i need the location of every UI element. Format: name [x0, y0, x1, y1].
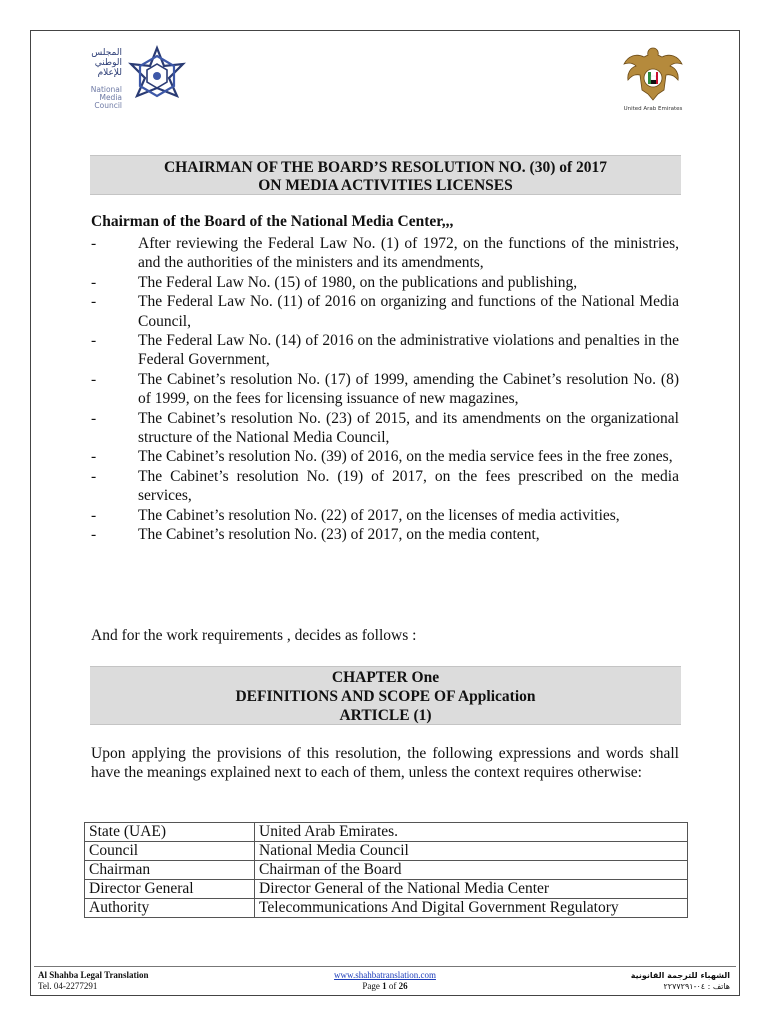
uae-emblem-logo: [622, 44, 684, 116]
table-row: [85, 842, 688, 861]
footer-divider: [34, 966, 736, 967]
list-item: - After reviewing the Federal Law No. (1) of 1972, on the functions of the ministries, and the authorities of the ministers and its amendments,: [91, 235, 679, 272]
logo-english-text: National Media Council: [90, 85, 122, 110]
table-row: [85, 823, 688, 842]
footer-website-link[interactable]: www.shahbatranslation.com: [334, 970, 436, 980]
list-item: - The Cabinet’s resolution No. (19) of 2017, on the fees prescribed on the media services,: [91, 467, 679, 505]
chapter-heading: [90, 666, 681, 725]
footer-phone: Tel. 04-2277291: [38, 981, 98, 991]
definition-term: State (UAE): [85, 823, 255, 842]
footer-firm-info: [38, 970, 148, 992]
footer-firm-name-arabic: الشهباء للترجمة القانونية: [630, 971, 730, 980]
definition-meaning: Telecommunications And Digital Government Regulatory: [255, 899, 688, 918]
list-item: - The Federal Law No. (15) of 1980, on the publications and publishing,: [91, 273, 578, 291]
list-item: - The Federal Law No. (14) of 2016 on the administrative violations and penalties in the Federal Government,: [91, 332, 679, 369]
list-item: - The Cabinet’s resolution No. (22) of 2017, on the licenses of media activities,: [91, 506, 620, 524]
article-intro-paragraph: Upon applying the provisions of this resolution, the following expressions and words shall have the meanings explained next to each of them, unless the context requires otherwise:: [91, 745, 679, 782]
definition-term: Council: [85, 842, 255, 861]
preamble-list: [91, 234, 679, 545]
footer-firm-name: Al Shahba Legal Translation: [38, 970, 149, 980]
logo-arabic-text: المجلس الوطني للإعلام: [91, 48, 122, 78]
list-item: - The Cabinet’s resolution No. (23) of 2015, and its amendments on the organizational structure of the National Media Council,: [91, 409, 679, 447]
table-row: [85, 861, 688, 880]
footer-arabic-info: [560, 970, 730, 992]
list-item: - The Cabinet’s resolution No. (17) of 1999, amending the Cabinet’s resolution No. (8) of 1999, on the fees for licensing issuance of new magazines,: [91, 370, 679, 408]
page-number: Page 1 of 26: [362, 981, 408, 991]
list-item: - The Cabinet’s resolution No. (23) of 2017, on the media content,: [91, 526, 540, 544]
list-item: - The Cabinet’s resolution No. (39) of 2016, on the media service fees in the free zones,: [91, 448, 673, 466]
footer-center: [285, 970, 485, 992]
definition-meaning: Chairman of the Board: [255, 861, 688, 880]
footer-phone-arabic: هاتف : ٠٤-٢٢٧٧٢٩١: [663, 982, 730, 991]
table-row: [85, 899, 688, 918]
national-media-council-logo: [78, 44, 188, 112]
definition-meaning: United Arab Emirates.: [255, 823, 688, 842]
chapter-title: CHAPTER One: [331, 669, 440, 686]
chapter-subtitle: DEFINITIONS AND SCOPE OF Application: [235, 688, 536, 705]
definitions-table: [84, 822, 688, 918]
uae-caption: United Arab Emirates: [623, 106, 683, 112]
definition-term: Director General: [85, 880, 255, 899]
definition-term: Chairman: [85, 861, 255, 880]
article-number: ARTICLE (1): [339, 707, 432, 724]
star-emblem-icon: [126, 44, 188, 108]
definition-term: Authority: [85, 899, 255, 918]
definition-meaning: National Media Council: [255, 842, 688, 861]
resolution-title: [90, 155, 681, 195]
falcon-emblem-icon: [622, 44, 684, 104]
chairman-heading: Chairman of the Board of the National Media Center,,,: [91, 213, 454, 230]
table-row: [85, 880, 688, 899]
list-item: - The Federal Law No. (11) of 2016 on organizing and functions of the National Media Council,: [91, 293, 679, 330]
title-line-1: CHAIRMAN OF THE BOARD’S RESOLUTION NO. (30) of 2017: [163, 159, 608, 176]
title-line-2: ON MEDIA ACTIVITIES LICENSES: [258, 177, 513, 194]
work-requirements-text: And for the work requirements , decides as follows :: [91, 627, 417, 644]
definition-meaning: Director General of the National Media Center: [255, 880, 688, 899]
